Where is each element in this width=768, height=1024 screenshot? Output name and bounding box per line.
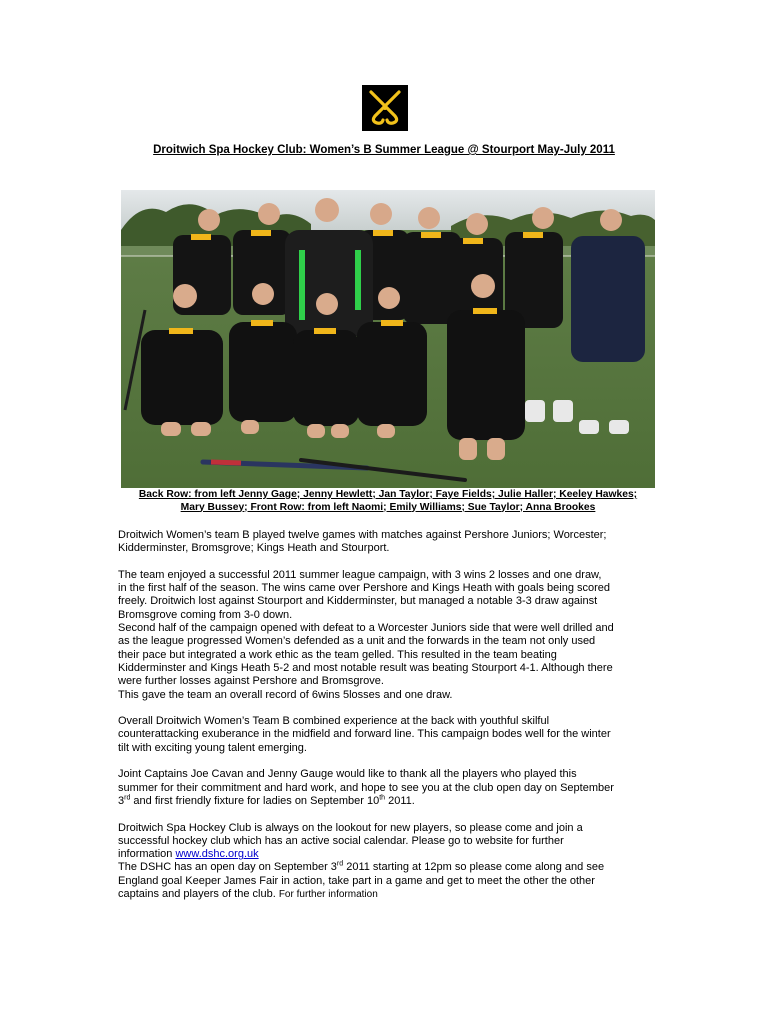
text-line: as the league progressed Women’s defended as a unit and the forwards in the team not only used [118, 635, 596, 648]
page-title: Droitwich Spa Hockey Club: Women’s B Summer League @ Stourport May-July 2011 [153, 144, 615, 156]
text-fragment: 2011. [385, 794, 415, 807]
text-line: freely. Droitwich lost against Stourport and Kidderminster, but managed a notable 3-3 draw against [118, 595, 598, 608]
text-line: The team enjoyed a successful 2011 summer league campaign, with 3 wins 2 losses and one draw, [118, 568, 602, 581]
text-line: their pace but integrated a work ethic as the team gelled. This resulted in the team beating [118, 648, 557, 661]
text-fragment: captains and players of the club. [118, 888, 279, 901]
text-line: Kidderminster, Bromsgrove; Kings Heath and Stourport. [118, 542, 390, 555]
text-line [118, 888, 658, 901]
text-line: This gave the team an overall record of 6wins 5losses and one draw. [118, 688, 453, 701]
text-line: counterattacking exuberance in the midfield and forward line. This campaign bodes well for the winter [118, 728, 611, 741]
caption-line: Mary Bussey; Front Row: from left Naomi; Emily Williams; Sue Taylor; Anna Brookes [180, 501, 596, 513]
ordinal-suffix: rd [124, 794, 131, 802]
text-line: Joint Captains Joe Cavan and Jenny Gauge would like to thank all the players who played this [118, 768, 577, 781]
text-line: were further losses against Pershore and Bromsgrove. [118, 675, 384, 688]
text-line: summer for their commitment and hard work, and hope to see you at the club open day on September [118, 781, 614, 794]
text-line: tilt with exciting young talent emerging. [118, 741, 307, 754]
article-body [118, 529, 658, 901]
text-line: Overall Droitwich Women’s Team B combined experience at the back with youthful skilful [118, 715, 550, 728]
text-fragment: information [118, 848, 176, 861]
text-line: in the first half of the season. The wins came over Pershore and Kings Heath with goals being scored [118, 582, 611, 595]
text-fragment: 3 [118, 794, 125, 807]
text-line: Droitwich Women’s team B played twelve games with matches against Pershore Juniors; Worcester; [118, 529, 607, 541]
ordinal-suffix: rd [336, 860, 344, 868]
text-line: Droitwich Spa Hockey Club is always on the lookout for new players, so please come and join a [118, 821, 583, 834]
text-line [118, 795, 658, 808]
text-fragment: 2011 starting at 12pm so please come along and see [343, 861, 605, 874]
text-fragment: The DSHC has an open day on September 3 [118, 861, 337, 874]
text-line [118, 861, 658, 874]
further-information-text: For further information [278, 889, 378, 901]
photo-caption [121, 489, 655, 514]
text-line: successful hockey club which has an active social calendar. Please go to website for further [118, 834, 564, 847]
caption-line: Back Row: from left Jenny Gage; Jenny Hewlett; Jan Taylor; Faye Fields; Julie Haller; Keeley Hawkes; [138, 489, 638, 500]
club-website-link[interactable]: www.dshc.org.uk [175, 848, 259, 861]
text-fragment: and first friendly fixture for ladies on September 10 [130, 794, 380, 807]
text-line: England goal Keeper James Fair in action, take part in a game and get to meet the other the other [118, 874, 595, 887]
text-line [118, 848, 658, 861]
ordinal-suffix: th [379, 794, 386, 802]
text-line: Second half of the campaign opened with defeat to a Worcester Juniors side that were well drilled and [118, 622, 614, 635]
text-line: Bromsgrove coming from 3-0 down. [118, 608, 293, 621]
team-photo [121, 190, 655, 488]
text-line: Kidderminster and Kings Heath 5-2 and most notable result was beating Stourport 4-1. Although there [118, 661, 613, 674]
crossed-hockey-sticks-icon [362, 85, 408, 131]
